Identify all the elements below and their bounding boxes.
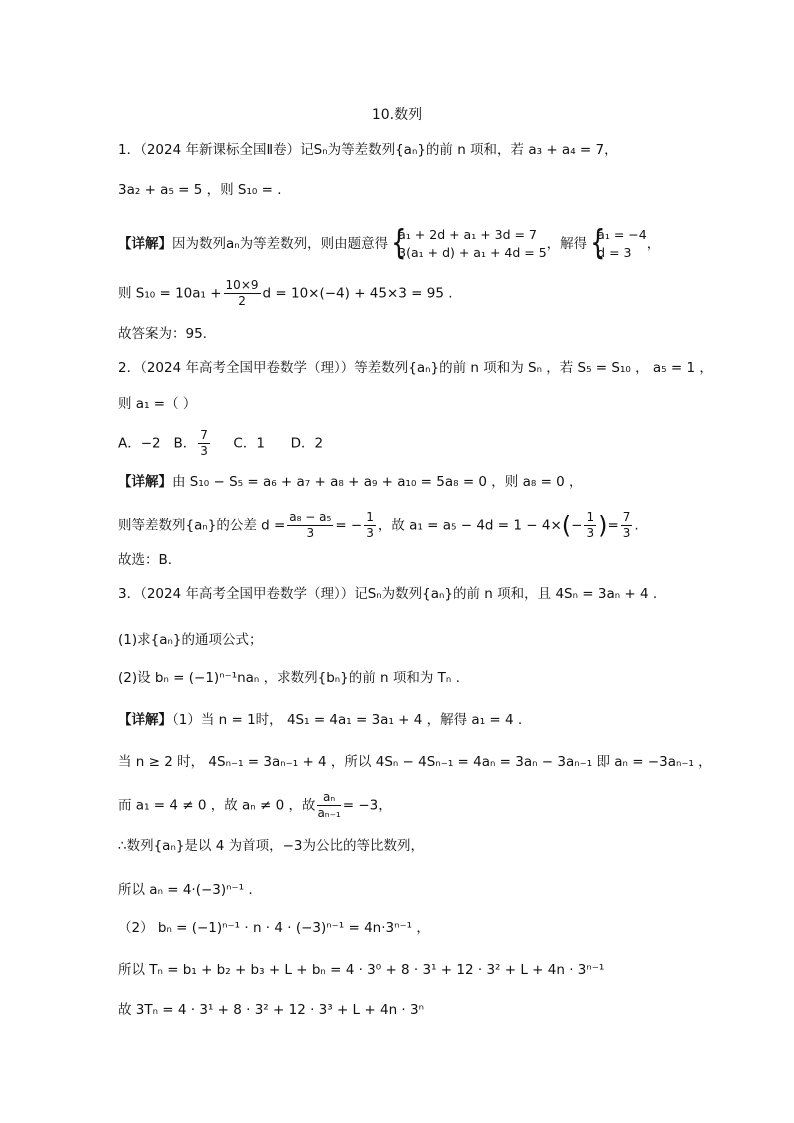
q1-sys-row1: a₁ + 2d + a₁ + 3d = 7 [398,227,537,242]
q1-detail [118,223,661,263]
q3-detail6: （2） bₙ = (−1)ⁿ⁻¹ · n · 4 · (−3)ⁿ⁻¹ = 4n·3ⁿ⁻¹ ， [118,920,430,936]
q1-sys-row2: 3(a₁ + d) + a₁ + 4d = 5 [398,245,547,260]
q2-options [118,428,323,459]
detail-label: 【详解】 [118,474,172,490]
brace-icon: { [391,223,407,263]
q3-detail3-fraction [317,790,340,821]
q1-line2: 3a₂ + a₅ = 5 ，则 S₁₀ = . [118,182,282,198]
q2-answer: 故选：B. [118,552,173,568]
q1-calc [118,278,453,309]
q2-calc-fraction1 [287,510,333,541]
left-paren: ( [561,511,572,540]
frac-den: 3 [306,526,315,540]
frac-den: 3 [586,526,595,540]
q1-sol-row1: a₁ = −4 [597,227,647,242]
q3-detail1-text: （1）当 n = 1时， 4S₁ = 4a₁ = 3a₁ + 4 ，解得 a₁ = 4 . [172,712,523,728]
q3-line1: 3．（2024 年高考全国甲卷数学（理））记Sₙ为数列{aₙ}的前 n 项和，且 4Sₙ = 3aₙ + 4 . [118,586,658,602]
frac-num: aₙ [317,790,340,806]
q3-part1: (1)求{aₙ}的通项公式； [118,632,263,648]
q2-option-b: B． [173,435,197,452]
q3-detail8: 故 3Tₙ = 4 · 3¹ + 8 · 3² + 12 · 3³ + L + 4n · 3ⁿ [118,1002,424,1018]
q1-detail-text: 因为数列aₙ为等差数列，则由题意得 [172,236,389,252]
frac-num: a₈ − a₅ [289,510,332,524]
q3-detail3 [118,790,392,821]
brace-icon: { [590,223,606,263]
q2-calc-prefix: 则等差数列{aₙ}的公差 d = [118,517,286,534]
q3-detail2: 当 n ≥ 2 时， 4Sₙ₋₁ = 3aₙ₋₁ + 4 ，所以 4Sₙ − 4Sₙ₋₁ = 4aₙ = 3aₙ − 3aₙ₋₁ 即 aₙ = −3aₙ₋₁ ， [118,754,712,770]
q2-calc-mid: = − [335,517,363,534]
q2-detail-text: 由 S₁₀ − S₅ = a₆ + a₇ + a₈ + a₉ + a₁₀ = 5a₈ = 0 ，则 a₈ = 0 ， [172,474,583,490]
q2-calc-fraction2 [364,510,376,541]
frac-num: 7 [200,428,208,442]
q2-line2: 则 a₁ =（ ） [118,396,197,412]
q3-detail4: ∴数列{aₙ}是以 4 为首项，−3为公比的等比数列， [118,838,424,854]
q1-answer: 故答案为：95. [118,326,207,342]
q3-detail5: 所以 aₙ = 4·(−3)ⁿ⁻¹ . [118,882,253,898]
q3-detail1 [118,710,522,730]
frac-num: 10×9 [225,278,259,292]
frac-den: 2 [238,294,246,308]
frac-num: 1 [586,510,595,524]
q1-solution-system [587,223,647,263]
q2-calc-eq: = [607,517,619,534]
frac-den: 3 [366,526,374,540]
q2-calc [118,510,639,541]
q3-detail3-prefix: 而 a₁ = 4 ≠ 0 ，故 aₙ ≠ 0 ，故 [118,797,316,814]
q2-option-a: A．−2 [118,435,161,452]
q1-calc-suffix: d = 10×(−4) + 45×3 = 95 . [262,285,453,302]
frac-den: aₙ₋₁ [317,806,341,820]
q2-option-c: C．1 [233,435,265,452]
q1-equation-system [388,223,547,263]
q3-detail3-suffix: = −3， [342,797,392,814]
q2-calc-fraction3 [584,510,596,541]
detail-label: 【详解】 [118,236,172,252]
q1-calc-fraction [224,278,261,309]
q2-detail [118,472,583,492]
frac-den: 3 [200,444,208,458]
right-paren: ) [598,511,608,540]
q1-detail-end: ， [646,236,661,252]
q1-sol-row2: d = 3 [597,245,632,260]
frac-num: 7 [622,510,631,524]
q1-line1: 1．（2024 年新课标全国Ⅱ卷）记Sₙ为等差数列{aₙ}的前 n 项和，若 a₃ + a₄ = 7， [118,142,618,158]
q1-detail-mid: ，解得 [546,236,588,252]
q3-detail7: 所以 Tₙ = b₁ + b₂ + b₃ + L + bₙ = 4 · 3⁰ + 8 · 3¹ + 12 · 3² + L + 4n · 3ⁿ⁻¹ [118,962,605,978]
q2-option-d: D．2 [290,435,324,452]
frac-num: 1 [366,510,374,524]
page-title: 10.数列 [371,107,423,123]
q2-calc-fraction4 [621,510,633,541]
q2-paren-sign: − [571,517,583,534]
q3-part2: (2)设 bₙ = (−1)ⁿ⁻¹naₙ ，求数列{bₙ}的前 n 项和为 Tₙ . [118,670,460,686]
q2-calc-end: . [634,517,639,534]
q2-calc-mid2: ，故 a₁ = a₅ − 4d = 1 − 4× [377,517,562,534]
q1-calc-prefix: 则 S₁₀ = 10a₁ + [118,285,222,302]
frac-den: 3 [622,526,631,540]
q2-line1: 2．（2024 年高考全国甲卷数学（理））等差数列{aₙ}的前 n 项和为 Sₙ ，若 S₅ = S₁₀ ， a₅ = 1 ， [118,360,713,376]
q2-option-b-fraction [198,428,210,459]
detail-label: 【详解】 [118,712,172,728]
